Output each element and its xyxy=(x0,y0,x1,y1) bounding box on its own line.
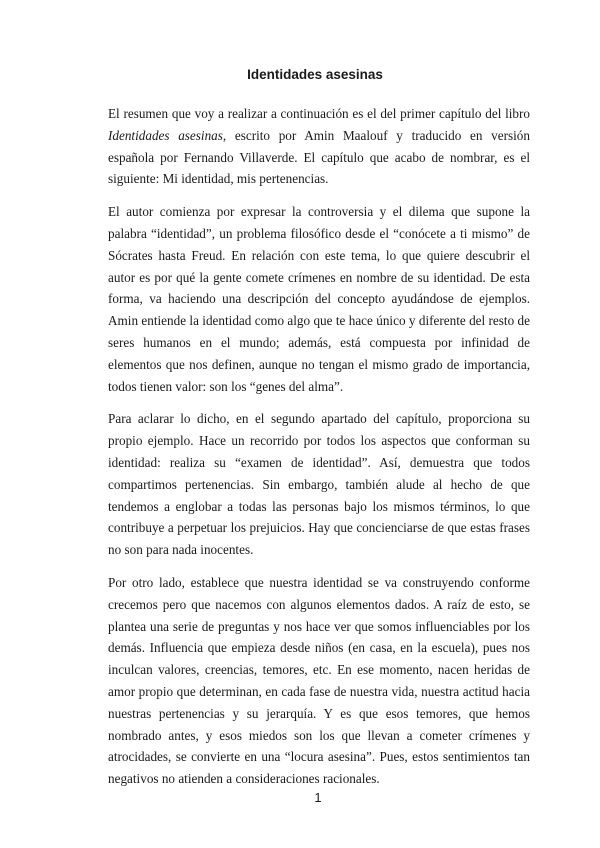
paragraph-text: Para aclarar lo dicho, en el segundo apartado del capítulo, proporciona su propio ejemplo. Hace un recorrido por todos los aspectos que conforman su identidad: realiza su “examen de identidad”. Así, demuestra que todos compartimos pertenencias. Sin embargo, también alude al hecho de que tendemos a englobar a todas las personas bajo los mismos términos, lo que contribuye a perpetuar los prejuicios. Hay que concienciarse de que estas frases no son para nada inocentes. xyxy=(108,411,530,558)
paragraph-text: Por otro lado, establece que nuestra identidad se va construyendo conforme crecemos pero que nacemos con algunos elementos dados. A raíz de esto, se plantea una serie de preguntas y nos hace ver que somos influenciables por los demás. Influencia que empieza desde niños (en casa, en la escuela), pues nos inculcan valores, creencias, temores, etc. En ese momento, nacen heridas de amor propio que determinan, en cada fase de nuestra vida, nuestra actitud hacia nuestras pertenencias y su jerarquía. Y es que esos temores, que hemos nombrado antes, y esos miedos son los que llevan a cometer crímenes y atrocidades, se convierte en una “locura asesina”. Pues, estos sentimientos tan negativos no atienden a consideraciones racionales. xyxy=(108,574,530,787)
paragraph-text: , escrito por Amin Maalouf y traducido en versión española por Fernando Villaverde. El capítulo que acabo de nombrar, es el siguiente: Mi identidad, mis pertenencias. xyxy=(108,127,530,187)
paragraph xyxy=(108,572,530,790)
paragraph xyxy=(108,103,530,190)
book-title: Identidades asesinas xyxy=(108,127,223,143)
document-body xyxy=(108,103,530,790)
paragraph-text: El resumen que voy a realizar a continuación es el del primer capítulo del libro xyxy=(108,106,530,121)
document-title: Identidades asesinas xyxy=(247,67,383,82)
page-number: 1 xyxy=(314,790,322,805)
paragraph xyxy=(108,408,530,561)
paragraph-text: El autor comienza por expresar la controversia y el dilema que supone la palabra “identidad”, un problema filosófico desde el “conócete a ti mismo” de Sócrates hasta Freud. En relación con este tema, lo que quiere descubrir el autor es por qué la gente comete crímenes en nombre de su identidad. De esta forma, va haciendo una descripción del concepto ayudándose de ejemplos. Amin entiende la identidad como algo que te hace único y diferente del resto de seres humanos en el mundo; además, está compuesta por infinidad de elementos que nos definen, aunque no tengan el mismo grado de importancia, todos tienen valor: son los “genes del alma”. xyxy=(108,204,530,394)
paragraph xyxy=(108,201,530,397)
